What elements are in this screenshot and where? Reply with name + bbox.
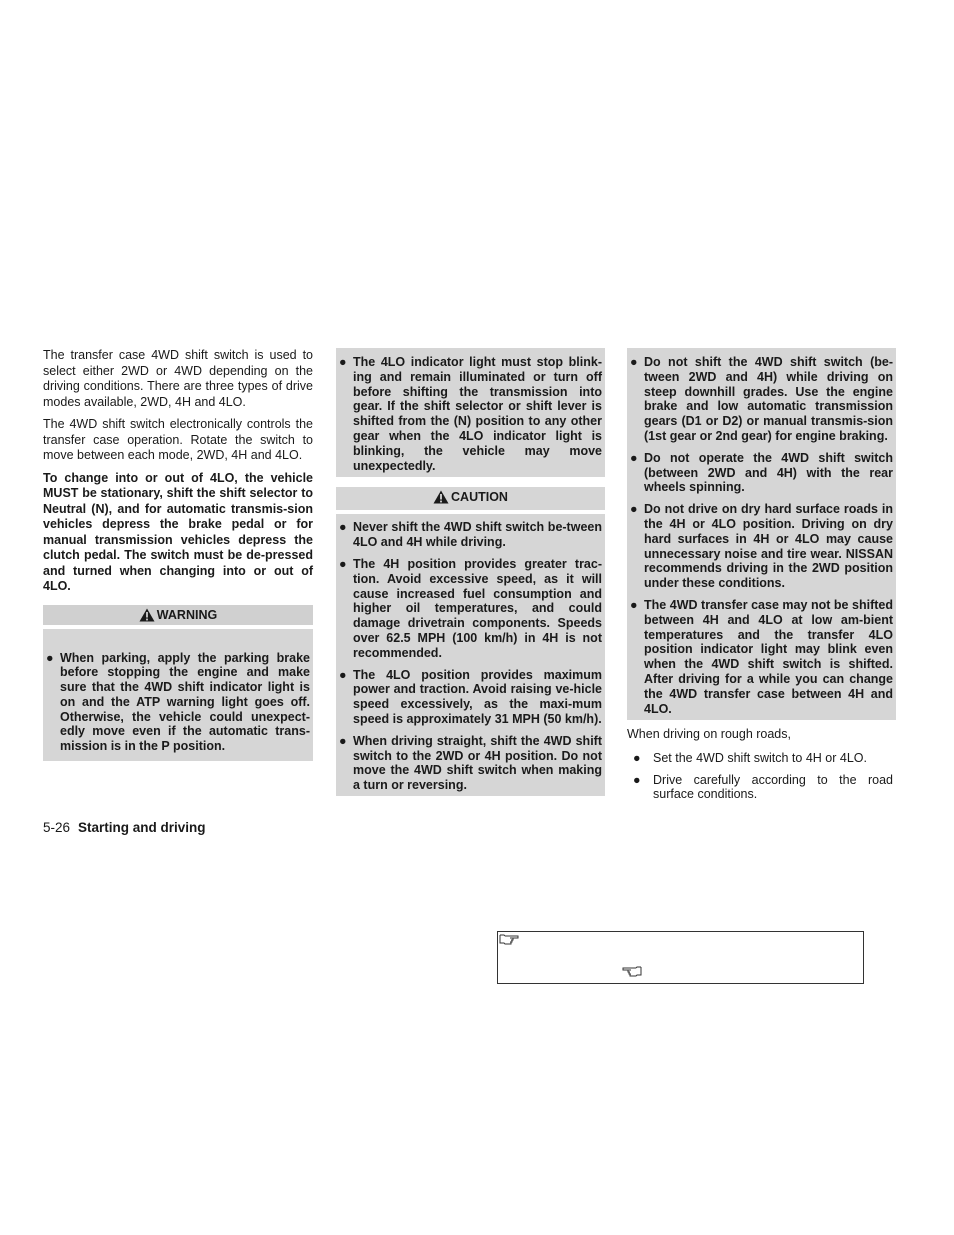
pointing-hand-icon: [499, 933, 519, 945]
indicator-note-box: [336, 348, 605, 477]
list-item: ● The 4H position provides greater trac-tion. Avoid excessive speed, as it will cause increased fuel consumption and higher oil temperatures, and could damage drivetrain components. Speeds over 62.5 MPH (100 km/h) in 4H is not recommended.: [339, 556, 602, 660]
list-item: ● When driving straight, shift the 4WD shift switch to the 2WD or 4H position. Do not move the 4WD shift switch when making a turn or reversing.: [339, 733, 602, 793]
rough-roads-list: [627, 751, 896, 802]
bullet-icon: ●: [630, 450, 638, 465]
list-item: ● The 4LO indicator light must stop blink-ing and remain illuminated or turn off before shifting the transmission into gear. If the shift selector or shift lever is shifted from the (N) position to any other gear when the 4LO indicator light is blinking, the vehicle may move unexpectedly.: [339, 355, 602, 473]
bullet-icon: ●: [339, 520, 347, 535]
rough-roads-intro: When driving on rough roads,: [627, 727, 791, 742]
pointing-hand-icon: [622, 965, 642, 977]
bullet-icon: ●: [339, 355, 347, 369]
caution-continued-box: [627, 348, 896, 720]
bullet-icon: ●: [633, 750, 641, 765]
bullet-icon: ●: [339, 556, 347, 571]
bullet-icon: ●: [630, 502, 638, 517]
4lo-instructions: To change into or out of 4LO, the vehicle MUST be stationary, shift the shift selector to Neutral (N), and for automatic transmis-sion vehicles depress the brake pedal or for manual transmission vehicles depress the clutch pedal. The switch must be de-pressed and turned when changing into or out of 4LO.: [43, 470, 313, 593]
column-right: [627, 348, 896, 809]
intro-paragraph: The transfer case 4WD shift switch is used to select either 2WD or 4WD depending on the driving conditions. There are three types of drive modes available, 2WD, 4H and 4LO.: [43, 348, 313, 409]
reference-box: [497, 931, 864, 984]
warning-box: [43, 605, 313, 761]
page-footer: [43, 820, 206, 835]
caution-box: [336, 487, 605, 796]
bullet-icon: ●: [633, 772, 641, 787]
list-item: ● Never shift the 4WD shift switch be-tween 4LO and 4H while driving.: [339, 520, 602, 550]
page-number: 5-26: [43, 820, 71, 835]
warning-header: [43, 605, 313, 625]
warning-triangle-icon: [433, 490, 449, 504]
caution-divider: [336, 510, 605, 514]
list-item: ● Do not operate the 4WD shift switch (between 2WD and 4H) with the rear wheels spinning.: [630, 450, 893, 495]
bullet-icon: ●: [630, 597, 638, 612]
shift-switch-paragraph: The 4WD shift switch electronically controls the transfer case operation. Rotate the switch to move between each mode, 2WD, 4H and 4LO.: [43, 417, 313, 462]
bullet-icon: ●: [339, 667, 347, 682]
bullet-icon: ●: [46, 650, 54, 665]
column-left: [43, 348, 313, 761]
bullet-icon: ●: [630, 355, 638, 369]
bullet-icon: ●: [339, 733, 347, 748]
section-title: Starting and driving: [78, 820, 206, 835]
warning-title: WARNING: [156, 607, 218, 622]
caution-continued-list: [627, 355, 896, 716]
list-item: ● Drive carefully according to the road surface conditions.: [633, 772, 893, 802]
list-item: ● The 4WD transfer case may not be shifted between 4H and 4LO at low am-bient temperatures and the transfer 4LO position indicator light may blink even when the 4WD shift switch is shifted. After driving for a while you can change the 4WD transfer case between 4H and 4LO.: [630, 597, 893, 716]
warning-triangle-icon: [139, 608, 155, 622]
list-item: ● The 4LO position provides maximum power and traction. Avoid raising ve-hicle speed excessively, as the maxi-mum speed is approximately 31 MPH (50 km/h).: [339, 667, 602, 726]
indicator-note-list: [336, 355, 605, 473]
warning-list: [43, 629, 313, 755]
caution-header: [336, 487, 605, 507]
list-item: ● When parking, apply the parking brake before stopping the engine and make sure that the 4WD shift indicator light is on and the ATP warning light goes off. Otherwise, the vehicle could unexpect-edly move even if the automatic trans-mission is in the P position.: [46, 650, 310, 754]
column-middle: [336, 348, 605, 796]
caution-list: [336, 520, 605, 793]
caution-title: CAUTION: [451, 490, 508, 505]
list-item: ● Do not drive on dry hard surface roads in the 4H or 4LO position. Driving on dry hard surfaces in 4H or 4LO may cause unnecessary noise and tire wear. NISSAN recommends driving in the 2WD position under these conditions.: [630, 502, 893, 591]
list-item: ● Set the 4WD shift switch to 4H or 4LO.: [633, 750, 867, 765]
list-item: ● Do not shift the 4WD shift switch (be-tween 2WD and 4H) while driving on steep downhill grades. Use the engine brake and low automatic transmission gears (D1 or D2) or manual transmis-sion (1st gear or 2nd gear) for engine braking.: [630, 355, 893, 443]
